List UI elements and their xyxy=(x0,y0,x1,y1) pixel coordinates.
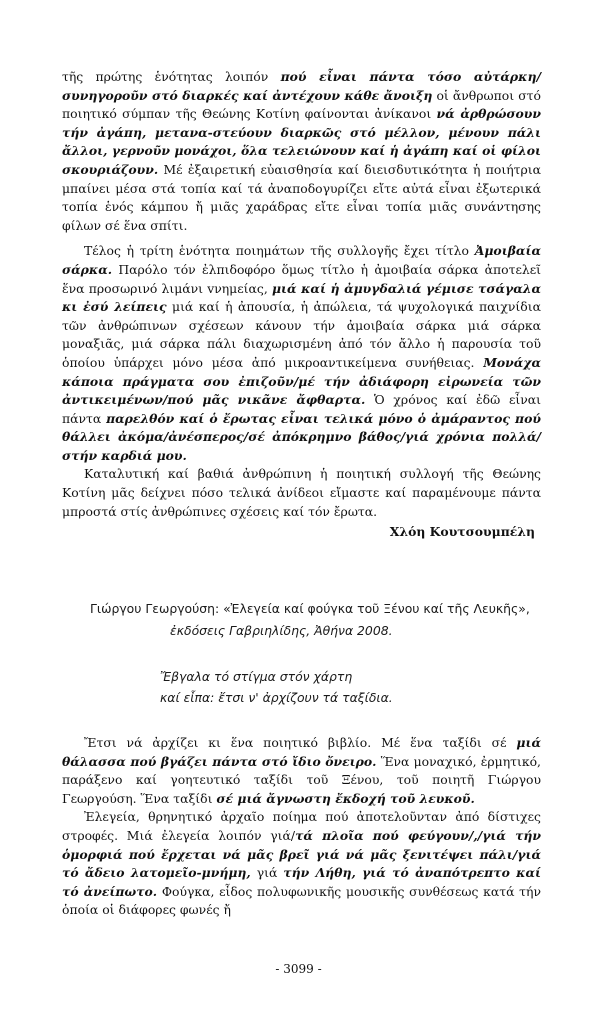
body-text: Τέλος ἡ τρίτη ἑνότητα ποιημάτων τῆς συλλογῆς ἔχει τίτλο xyxy=(84,243,475,259)
quoted-verse: παρελθόν καί ὁ ἔρωτας εἶναι τελικά μόνο ὁ ἀμάραντος πού θάλλει ἀκόμα/ἀνέσπερος/σέ ἀπόκρημνο βάθος/γιά χρόνια πολλά/στήν καρδιά μου. xyxy=(62,410,541,463)
quoted-verse: Μονάχα κάποια πράγματα σου ἐπιζοῦν/μέ τήν ἀδιάφορη εἰρωνεία τῶν ἀντικειμένων/πού μᾶς νικᾶνε ἄφθαρτα. xyxy=(62,354,541,408)
body-text: Φούγκα, εἶδος πολυφωνικῆς μουσικῆς συνθέσεως κατά τήν ὁποία οἱ διάφορες φωνές ἤ xyxy=(62,883,541,918)
quoted-verse: τά πλοῖα πού φεύγουν/,/γιά τήν ὁμορφιά πού ἔρχεται νά μᾶς βρεῖ γιά νά μᾶς ξενιτέψει πάλι/γιά τό ἄδειο λατομεῖο-μνήμη, xyxy=(62,827,542,881)
body-text: γιά xyxy=(250,865,284,881)
body-text: Μέ ἐξαιρετική εὐαισθησία καί διεισδυτικότητα ἡ ποιήτρια μπαίνει μέσα στά τοπία καί τά ἀναποδογυρίζει εἴτε αὐτά εἶναι ἐξωτερικά τοπία ἑνός κάμπου ἤ μιᾶς χαράδρας εἴτε εἶναι τοπία μιᾶς συνάντησης φίλων σέ ἕνα σπίτι. xyxy=(62,161,541,233)
epigraph-line: Ἔβγαλα τό στίγμα στόν χάρτη xyxy=(160,669,353,684)
collection-title: Ἀμοιβαία σάρκα. xyxy=(62,243,541,277)
quoted-verse: μιά θάλασσα πού βγάζει πάντα στό ἴδιο ὄνειρο. xyxy=(62,735,541,769)
body-text: Ὁ χρόνος καί ἐδῶ εἶναι πάντα xyxy=(62,392,542,426)
citation-publisher: ἐκδόσεις Γαβριηλίδης, Ἀθήνα 2008. xyxy=(170,623,393,638)
paragraph: Καταλυτική καί βαθιά ἀνθρώπινη ἡ ποιητική συλλογή τῆς Θεώνης Κοτίνη μᾶς δείχνει πόσο τελικά ἀνίδεοι εἴμαστε καί παραμένουμε πάντα μπροστά στίς ἀνθρώπινες σχέσεις καί τόν ἔρωτα. xyxy=(62,466,541,519)
quoted-verse: τήν Λήθη, γιά τό ἀναπότρεπτο καί τό ἀνείπωτο. xyxy=(62,865,541,899)
paragraph xyxy=(62,734,541,808)
citation-title: Γιώργου Γεωργούση: «Ἐλεγεία καί φούγκα τοῦ Ξένου καί τῆς Λευκῆς», xyxy=(90,601,530,616)
page-number: - 3099 - xyxy=(275,962,322,976)
paragraph xyxy=(62,808,541,920)
body-text: μιά καί ἡ ἀπουσία, ἡ ἀπώλεια, τά ψυχολογικά παιχνίδια τῶν ἀνθρώπινων σχέσεων κάνουν τήν ἀμοιβαία σάρκα μιά σάρκα μοναξιᾶς, μιά σάρκα πάλι διαχωρισμένη ἀπό τόν ἄλλο ἡ παρουσία τοῦ ὁποίου ὑπάρχει μόνο μέσα ἀπό μικροαντικείμενα συνήθειας. xyxy=(62,299,541,370)
body-text: Ἔτσι νά ἀρχίζει κι ἕνα ποιητικό βιβλίο. Μέ ἕνα ταξίδι σέ xyxy=(84,735,517,750)
epigraph xyxy=(160,666,520,708)
body-text: Ἐλεγεία, θρηνητικό ἀρχαῖο ποίημα πού ἀποτελοῦνταν ἀπό δίστιχες στροφές. Μιά ἐλεγεία λοιπόν γιά/ xyxy=(62,809,541,843)
quoted-verse: σέ μιά ἄγνωστη ἔκδοχή τοῦ λευκοῦ. xyxy=(216,790,475,806)
body-text: Παρόλο τόν ἐλπιδοφόρο ὅμως τίτλο ἡ ἀμοιβαία σάρκα ἀποτελεῖ ἕνα προσωρινό λιμάνι vνημείας, xyxy=(62,261,541,296)
quoted-verse: πού εἶναι πάντα τόσο αὐτάρκη/συνηγοροῦν στό διαρκές καί ἀντέχουν κάθε ἄνοιξη xyxy=(62,69,541,103)
review-section-georgousis xyxy=(62,734,541,920)
epigraph-line: καί εἶπα: ἔτσι ν' ἀρχίζουν τά ταξίδια. xyxy=(160,690,393,705)
quoted-verse: μιά καί ἡ ἀμυγδαλιά γέμισε τσάγαλα κι ἐσύ λείπεις xyxy=(62,280,541,315)
paragraph xyxy=(62,68,541,235)
body-text: Ἕνα μοναχικό, ἐρμητικό, παράξενο καί γοητευτικό ταξίδι τοῦ Ξένου, τοῦ ποιητῆ Γιώργου Γεωργούση. Ἕνα ταξίδι xyxy=(62,753,541,806)
body-text: οἱ ἄνθρωποι στό ποιητικό σύμπαν τῆς Θεώνης Κοτίνη φαίνονται ἀνίκανοι xyxy=(62,87,541,122)
quoted-verse: νά ἀρθρώσουν τήν ἀγάπη, μετανα-στεύουν διαρκῶς στό μέλλον, μένουν πάλι ἄλλοι, γερνοῦν μονάχοι, ὅλα τελειώνουν καί ἡ ἀγάπη καί οἱ φίλοι σκουριάζουν. xyxy=(62,106,541,177)
paragraph xyxy=(62,242,541,465)
book-citation xyxy=(90,598,560,642)
author-signature: Χλόη Κουτσουμπέλη xyxy=(389,524,535,540)
review-section-koutsoumpeli xyxy=(62,68,541,542)
body-text: τῆς πρώτης ἑνότητας λοιπόν xyxy=(62,69,281,84)
